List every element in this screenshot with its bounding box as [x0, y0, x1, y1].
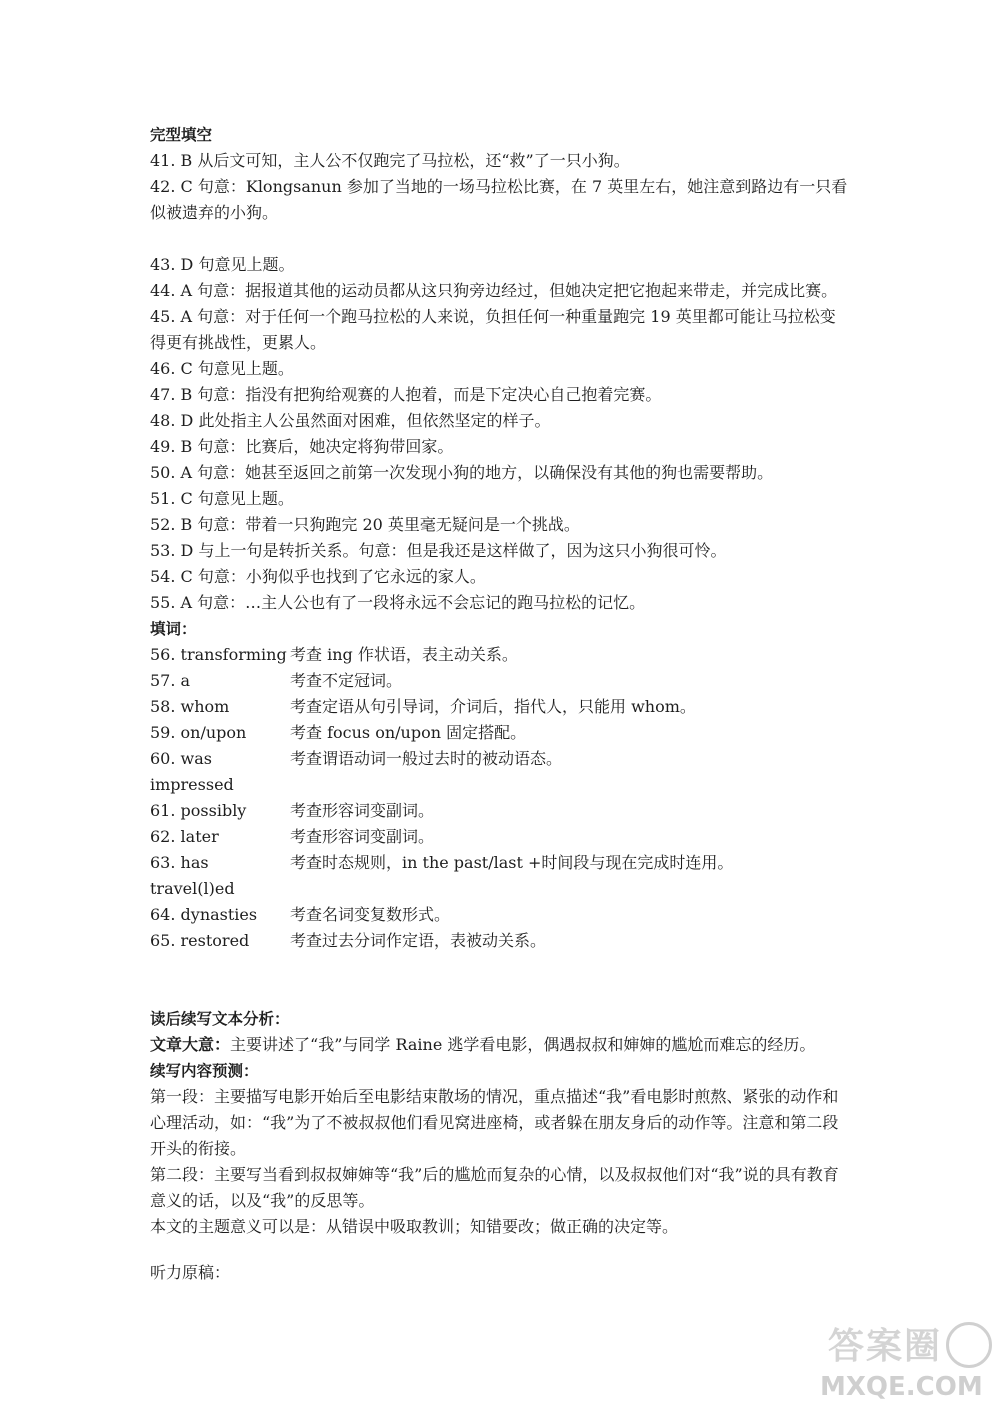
cloze-item-51: 51. C 句意见上题。 [150, 489, 294, 508]
listening-heading: 听力原稿： [150, 1263, 231, 1282]
cloze-item-41: 41. B 从后文可知，主人公不仅跑完了马拉松，还“救”了一只小狗。 [150, 151, 630, 170]
cloze-item-52: 52. B 句意：带着一只狗跑完 20 英里毫无疑问是一个挑战。 [150, 515, 580, 534]
fill-answer: 61. possibly [150, 801, 247, 820]
fill-answer: 64. dynasties [150, 905, 258, 924]
writing-theme: 本文的主题意义可以是：从错误中吸取教训；知错要改；做正确的决定等。 [150, 1217, 679, 1236]
fill-explanation: 考查形容词变副词。 [290, 801, 435, 820]
fill-explanation: 考查 ing 作状语，表主动关系。 [290, 645, 518, 664]
fill-heading: 填词： [150, 620, 197, 638]
fill-answer: 63. has travel(l)ed [150, 853, 235, 898]
writing-para1: 第一段：主要描写电影开始后至电影结束散场的情况，重点描述“我”看电影时煎熬、紧张的动作和心理活动，如：“我”为了不被叔叔他们看见窝进座椅，或者躲在朋友身后的动作等。注意和第二段开头的衔接。 [150, 1087, 839, 1158]
cloze-item-46: 46. C 句意见上题。 [150, 359, 294, 378]
fill-explanation: 考查过去分词作定语，表被动关系。 [290, 931, 547, 950]
fill-explanation: 考查形容词变副词。 [290, 827, 435, 846]
fill-item [150, 824, 850, 850]
fill-item [150, 694, 850, 720]
fill-explanation: 考查谓语动词一般过去时的被动语态。 [290, 749, 563, 768]
fill-answer: 57. a [150, 671, 191, 690]
fill-answer: 58. whom [150, 697, 230, 716]
cloze-item-50: 50. A 句意：她甚至返回之前第一次发现小狗的地方，以确保没有其他的狗也需要帮助。 [150, 463, 774, 482]
cloze-item-53: 53. D 与上一句是转折关系。句意：但是我还是这样做了，因为这只小狗很可怜。 [150, 541, 727, 560]
fill-answer: 65. restored [150, 931, 250, 950]
summary-text: 主要讲述了“我”与同学 Raine 逃学看电影，偶遇叔叔和婶婶的尴尬而难忘的经历。 [230, 1035, 816, 1054]
cloze-item-45: 45. A 句意：对于任何一个跑马拉松的人来说，负担任何一种重量跑完 19 英里都可能让马拉松变得更有挑战性，更累人。 [150, 307, 836, 352]
fill-item [150, 850, 850, 902]
spacer [150, 226, 850, 252]
fill-explanation: 考查定语从句引导词，介词后，指代人，只能用 whom。 [290, 697, 696, 716]
cloze-item-43: 43. D 句意见上题。 [150, 255, 295, 274]
fill-item [150, 928, 850, 954]
watermark-logo-text: 答案圈 [828, 1326, 943, 1367]
fill-explanation: 考查时态规则，in the past/last +时间段与现在完成时连用。 [290, 853, 734, 872]
answer-document [150, 122, 850, 1286]
fill-answer: 56. transforming [150, 645, 287, 664]
spacer [150, 1240, 850, 1260]
fill-item [150, 668, 850, 694]
fill-answer: 62. later [150, 827, 219, 846]
fill-explanation: 考查名词变复数形式。 [290, 905, 451, 924]
fill-item [150, 798, 850, 824]
cloze-item-42: 42. C 句意：Klongsanun 参加了当地的一场马拉松比赛，在 7 英里左右，她注意到路边有一只看似被遗弃的小狗。 [150, 177, 848, 222]
site-watermark [820, 1318, 992, 1408]
cloze-item-48: 48. D 此处指主人公虽然面对困难，但依然坚定的样子。 [150, 411, 551, 430]
cloze-item-47: 47. B 句意：指没有把狗给观赛的人抱着，而是下定决心自己抱着完赛。 [150, 385, 662, 404]
fill-answer: 59. on/upon [150, 723, 247, 742]
cloze-item-44: 44. A 句意：据报道其他的运动员都从这只狗旁边经过，但她决定把它抱起来带走，并完成比赛。 [150, 281, 838, 300]
fill-item [150, 720, 850, 746]
cloze-item-55: 55. A 句意：…主人公也有了一段将永远不会忘记的跑马拉松的记忆。 [150, 593, 646, 612]
fill-item [150, 642, 850, 668]
cloze-item-54: 54. C 句意：小狗似乎也找到了它永远的家人。 [150, 567, 486, 586]
cloze-item-49: 49. B 句意：比赛后，她决定将狗带回家。 [150, 437, 454, 456]
fill-explanation: 考查 focus on/upon 固定搭配。 [290, 723, 527, 742]
spacer [150, 954, 850, 980]
cloze-heading: 完型填空 [150, 126, 213, 144]
fill-item [150, 746, 850, 798]
fill-item [150, 902, 850, 928]
watermark-url: MXQE.COM [820, 1372, 983, 1402]
fill-answer: 60. was impressed [150, 749, 234, 794]
watermark-seal-icon [946, 1322, 992, 1368]
writing-summary [150, 1032, 850, 1058]
fill-explanation: 考查不定冠词。 [290, 671, 403, 690]
summary-label: 文章大意： [150, 1035, 231, 1054]
writing-para2: 第二段：主要写当看到叔叔婶婶等“我”后的尴尬而复杂的心情，以及叔叔他们对“我”说的具有教育意义的话，以及“我”的反思等。 [150, 1165, 839, 1210]
writing-heading: 读后续写文本分析： [150, 1010, 290, 1028]
predict-heading: 续写内容预测： [150, 1062, 259, 1080]
spacer [150, 980, 850, 1006]
